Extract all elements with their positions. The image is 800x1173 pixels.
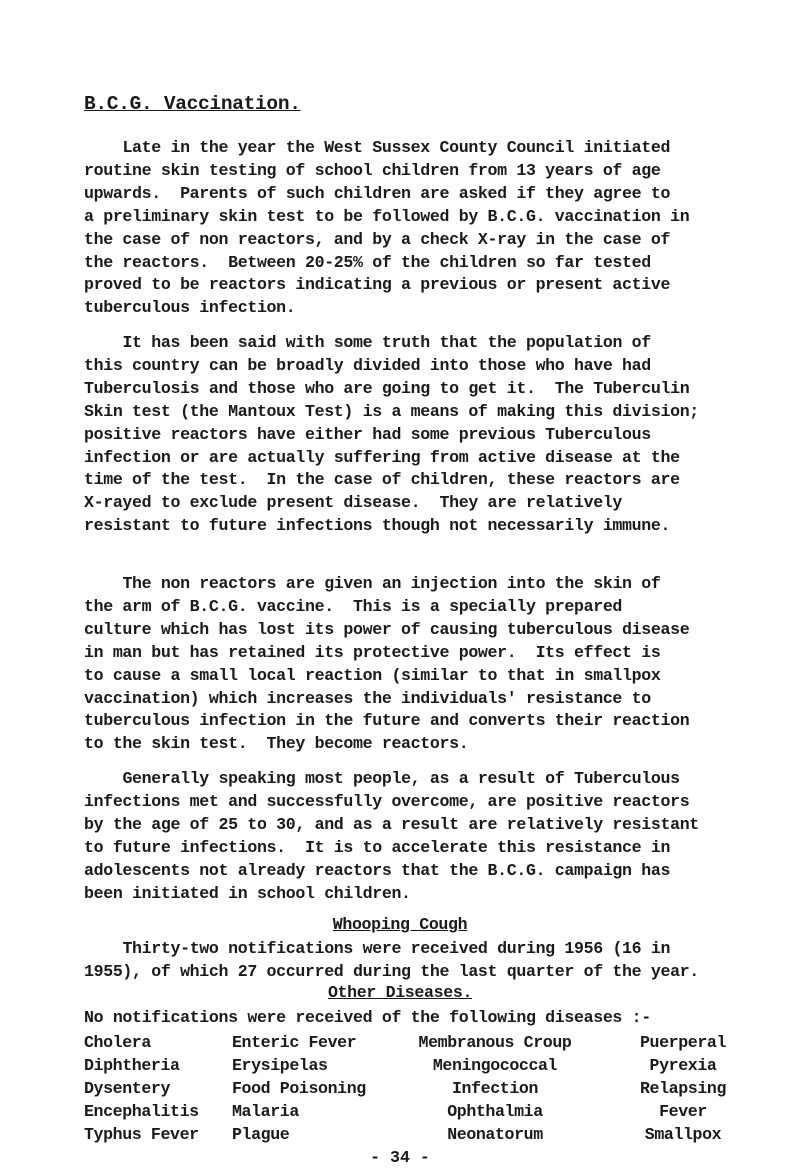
disease-item: Pyrexia bbox=[649, 1055, 717, 1075]
disease-column-2 bbox=[232, 1032, 366, 1147]
disease-item: Cholera bbox=[84, 1033, 151, 1052]
disease-item: Meningococcal bbox=[432, 1055, 558, 1075]
disease-item: Puerperal bbox=[639, 1033, 727, 1052]
disease-item: Fever bbox=[659, 1101, 707, 1121]
disease-item: Encephalitis bbox=[84, 1101, 199, 1121]
disease-item: Typhus Fever bbox=[84, 1124, 199, 1144]
paragraph-bcg-vaccine: The non reactors are given an injection into the skin of the arm of B.C.G. vaccine. This is a specially prepared culture which has lost its power of causing tuberculous disease in man but has retained its protective power. Its effect is to cause a small local reaction (similar to that in smallpox vaccination) which increases the individuals' resistance to tuberculous infection in the future and converts their reaction to the skin test. They become reactors. bbox=[84, 574, 690, 754]
disease-column-4 bbox=[618, 1032, 748, 1147]
whooping-cough-text: Thirty-two notifications were received during 1956 (16 in 1955), of which 27 occurred during the last quarter of the year. bbox=[84, 939, 699, 981]
paragraph-tuberculin-test: It has been said with some truth that the population of this country can be broadly divided into those who have had Tuberculosis and those who are going to get it. The Tuberculin Skin test (the Mantoux Test) is a means of making this division; positive reactors have either had some previous Tuberculous infection or are actually suffering from active disease at the time of the test. In the case of children, these reactors are X-rayed to exclude present disease. They are relatively resistant to future infections though not necessarily immune. bbox=[84, 333, 699, 536]
disease-item: Relapsing bbox=[639, 1078, 727, 1098]
disease-item: Enteric Fever bbox=[232, 1033, 357, 1052]
disease-column-3 bbox=[410, 1032, 580, 1147]
disease-column-1 bbox=[84, 1032, 199, 1147]
disease-item: Dysentery bbox=[84, 1078, 171, 1098]
disease-item: Diphtheria bbox=[84, 1055, 180, 1075]
disease-item: Membranous Croup bbox=[418, 1033, 572, 1052]
disease-item: Malaria bbox=[232, 1101, 299, 1121]
disease-item: Ophthalmia bbox=[447, 1101, 543, 1121]
whooping-cough-heading: Whooping Cough bbox=[332, 915, 468, 934]
paragraph-resistance: Generally speaking most people, as a result of Tuberculous infections met and successfully overcome, are positive reactors by the age of 25 to 30, and as a result are relatively resistant to future infections. It is to accelerate this resistance in adolescents not already reactors that the B.C.G. campaign has been initiated in school children. bbox=[84, 769, 699, 903]
paragraph-bcg-intro: Late in the year the West Sussex County Council initiated routine skin testing of school children from 13 years of age upwards. Parents of such children are asked if they agree to a preliminary skin test to be followed by B.C.G. vaccination in the case of non reactors, and by a check X-ray in the case of the reactors. Between 20-25% of the children so far tested proved to be reactors indicating a previous or present active tuberculous infection. bbox=[84, 138, 690, 318]
disease-item: Plague bbox=[232, 1124, 290, 1144]
disease-item: Erysipelas bbox=[232, 1055, 328, 1075]
disease-item: Food Poisoning bbox=[232, 1078, 366, 1098]
section-heading: B.C.G. Vaccination. bbox=[84, 93, 301, 115]
other-diseases-text: No notifications were received of the following diseases :- bbox=[84, 1008, 651, 1027]
disease-item: Neonatorum bbox=[447, 1124, 543, 1144]
disease-item: Smallpox bbox=[644, 1124, 722, 1144]
disease-item: Infection bbox=[451, 1078, 539, 1098]
page-number: - 34 - bbox=[370, 1148, 430, 1167]
other-diseases-heading: Other Diseases. bbox=[327, 983, 473, 1002]
